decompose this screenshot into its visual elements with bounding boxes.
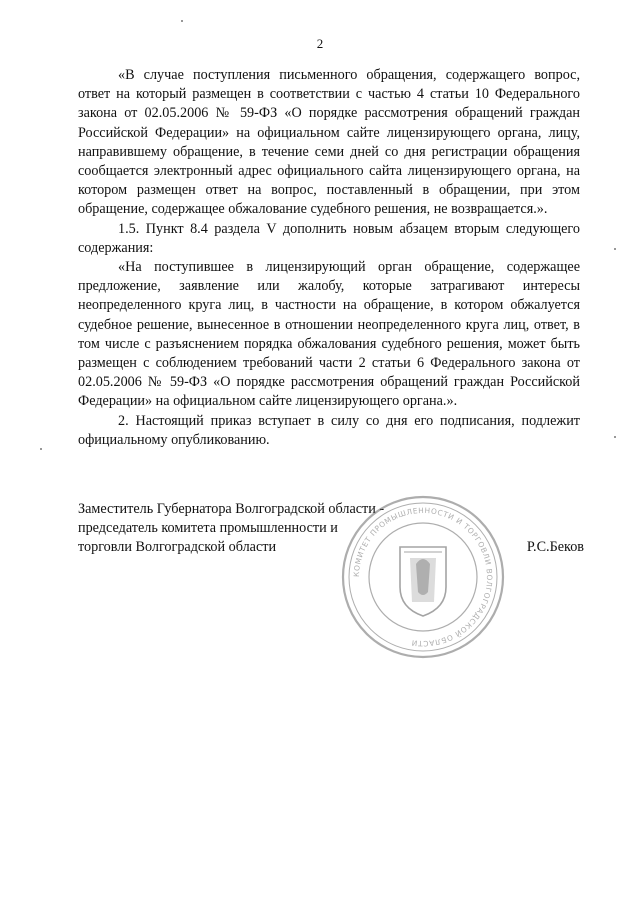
signatory-name: Р.С.Беков — [526, 539, 584, 555]
document-body — [78, 66, 580, 450]
paragraph-quote-1: «В случае поступления письменного обращения, содержащего вопрос, ответ на который размещен в соответствии с частью 4 статьи 10 Федерального закона от 02.05.2006 № 59-ФЗ «О порядке рассмотрения обращений граждан Российской Федерации» на официальном сайте лицензирующего органа, лицу, направившему обращение, в течение семи дней со дня регистрации обращения сообщается электронный адрес официального сайта лицензирующего органа, на котором размещен ответ на вопрос, поставленный в обращении, при этом обращение, содержащее обжалование судебного решения, не возвращается.». — [78, 67, 580, 218]
page-number: 2 — [316, 36, 324, 51]
coat-of-arms-icon — [400, 547, 446, 616]
signatory-position-line-1: Заместитель Губернатора Волгоградской области - — [78, 501, 385, 517]
paragraph-item-1-5: 1.5. Пункт 8.4 раздела V дополнить новым абзацем вторым следующего содержания: — [78, 220, 580, 256]
seal-ring-text: КОМИТЕТ ПРОМЫШЛЕННОСТИ И ТОРГОВЛИ ВОЛГОГРАДСКОЙ ОБЛАСТИ — [351, 505, 495, 649]
official-seal-stamp — [338, 492, 508, 662]
signature-block — [78, 500, 588, 557]
paragraph-quote-2: «На поступившее в лицензирующий орган обращение, содержащее предложение, заявление или жалобу, которые затрагивают интересы неопределенного круга лиц, в частности на обращение, в котором обжалуется судебное решение, вынесенное в отношении неопределенного круга лиц, ответ, в том числе с разъяснением порядка обжалования судебного решения, может быть размещен с соблюдением требований части 2 статьи 6 Федерального закона от 02.05.2006 № 59-ФЗ «О порядке рассмотрения обращений граждан Российской Федерации» на официальном сайте лицензирующего органа.». — [78, 259, 580, 410]
paragraph-item-2: 2. Настоящий приказ вступает в силу со дня его подписания, подлежит официальному опубликованию. — [78, 412, 580, 448]
signatory-position-line-3: торговли Волгоградской области — [78, 539, 277, 555]
signatory-position-line-2: председатель комитета промышленности и — [78, 520, 338, 536]
